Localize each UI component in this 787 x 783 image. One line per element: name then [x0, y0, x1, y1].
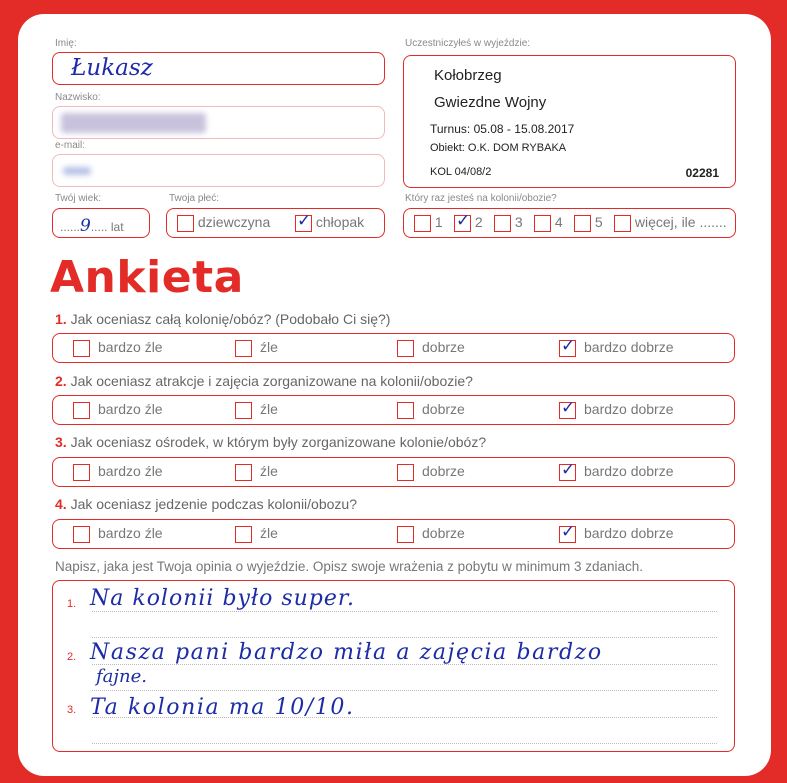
q4-very-good-checkbox[interactable]	[559, 521, 576, 543]
opinion-line-4: Ta kolonia ma 10/10.	[90, 695, 355, 720]
trip-turnus: Turnus: 05.08 - 15.08.2017	[430, 122, 575, 136]
q3-option-good[interactable]: dobrze	[397, 463, 465, 481]
question-2-answers	[52, 395, 735, 425]
q1-good-checkbox[interactable]	[397, 340, 414, 357]
times-2-label: 2	[474, 214, 483, 230]
gender-boy-label: chłopak	[315, 214, 365, 230]
q4-option-very-good[interactable]: ✓ bardzo dobrze	[561, 521, 674, 542]
q2-option-very-bad[interactable]: bardzo źle	[73, 401, 163, 419]
q1-option-very-good[interactable]: ✓ bardzo dobrze	[561, 335, 674, 356]
times-3-label: 3	[514, 214, 523, 230]
gender-girl-checkbox[interactable]	[177, 215, 194, 232]
question-1-answers	[52, 333, 735, 363]
trip-info-box	[403, 55, 736, 188]
q4-bad-checkbox[interactable]	[235, 526, 252, 543]
q1-very-good-checkbox[interactable]	[559, 335, 576, 357]
times-option-more[interactable]	[614, 214, 727, 232]
times-label: Który raz jesteś na kolonii/obozie?	[405, 193, 557, 204]
email-field[interactable]	[52, 154, 385, 187]
q3-good-checkbox[interactable]	[397, 464, 414, 481]
age-field[interactable]	[52, 208, 150, 238]
opinion-number-1: 1.	[67, 598, 77, 610]
q3-bad-checkbox[interactable]	[235, 464, 252, 481]
question-2: 2. Jak oceniasz atrakcje i zajęcia zorganizowane na kolonii/obozie?	[55, 373, 473, 389]
q4-option-good[interactable]: dobrze	[397, 525, 465, 543]
q2-bad-checkbox[interactable]	[235, 402, 252, 419]
q1-option-very-bad[interactable]: bardzo źle	[73, 339, 163, 357]
q2-good-checkbox[interactable]	[397, 402, 414, 419]
check-mark-icon: ✓	[561, 397, 576, 418]
q1-option-bad[interactable]: źle	[235, 339, 278, 357]
q2-very-good-checkbox[interactable]	[559, 397, 576, 419]
q3-option-bad[interactable]: źle	[235, 463, 278, 481]
opinion-number-3: 3.	[67, 704, 77, 716]
opinion-line-2: Nasza pani bardzo miła a zajęcia bardzo	[90, 640, 603, 665]
times-5-checkbox[interactable]	[574, 215, 591, 232]
question-3-answers	[52, 457, 735, 487]
times-option-3[interactable]	[494, 214, 523, 232]
q1-bad-checkbox[interactable]	[235, 340, 252, 357]
times-5-label: 5	[594, 214, 603, 230]
times-4-label: 4	[554, 214, 563, 230]
age-label: Twój wiek:	[55, 193, 102, 204]
q2-option-very-good[interactable]: ✓ bardzo dobrze	[561, 397, 674, 418]
question-4-answers	[52, 519, 735, 549]
times-more-label: więcej, ile .......	[634, 214, 727, 230]
survey-title: Ankieta	[50, 252, 244, 303]
opinion-line-1: Na kolonii było super.	[90, 586, 355, 611]
age-suffix: ..... lat	[90, 220, 124, 234]
times-1-label: 1	[434, 214, 443, 230]
q4-good-checkbox[interactable]	[397, 526, 414, 543]
name-value: Łukasz	[71, 55, 153, 81]
age-prefix: ......	[60, 220, 81, 234]
times-4-checkbox[interactable]	[534, 215, 551, 232]
q2-option-good[interactable]: dobrze	[397, 401, 465, 419]
surname-field[interactable]	[52, 106, 385, 139]
opinion-number-2: 2.	[67, 651, 77, 663]
times-option-1[interactable]	[414, 214, 443, 232]
opinion-rule-6	[92, 743, 717, 744]
check-mark-icon: ✓	[561, 521, 576, 542]
name-label: Imię:	[55, 38, 77, 49]
trip-number: 02281	[685, 166, 719, 180]
email-redacted-blur	[63, 167, 91, 175]
q3-option-very-bad[interactable]: bardzo źle	[73, 463, 163, 481]
times-more-checkbox[interactable]	[614, 215, 631, 232]
q1-option-good[interactable]: dobrze	[397, 339, 465, 357]
trip-obiekt: Obiekt: O.K. DOM RYBAKA	[430, 142, 567, 154]
times-option-2[interactable]	[454, 210, 483, 232]
times-field	[403, 208, 736, 238]
trip-theme: Gwiezdne Wojny	[434, 94, 547, 111]
trip-city: Kołobrzeg	[434, 67, 502, 84]
opinion-rule-1	[92, 611, 717, 612]
check-mark-icon: ✓	[297, 210, 312, 231]
times-3-checkbox[interactable]	[494, 215, 511, 232]
q2-option-bad[interactable]: źle	[235, 401, 278, 419]
times-1-checkbox[interactable]	[414, 215, 431, 232]
q3-option-very-good[interactable]: ✓ bardzo dobrze	[561, 459, 674, 480]
gender-label: Twoja płeć:	[169, 193, 220, 204]
q4-very-bad-checkbox[interactable]	[73, 526, 90, 543]
q3-very-bad-checkbox[interactable]	[73, 464, 90, 481]
opinion-rule-4	[92, 690, 717, 691]
question-4: 4. Jak oceniasz jedzenie podczas kolonii/obozu?	[55, 496, 357, 512]
surname-redacted-blur	[61, 113, 206, 133]
q3-very-good-checkbox[interactable]	[559, 459, 576, 481]
opinion-prompt: Napisz, jaka jest Twoja opinia o wyjeździe. Opisz swoje wrażenia z pobytu w minimum 3 zdaniach.	[55, 559, 644, 574]
trip-code: KOL 04/08/2	[430, 166, 492, 178]
check-mark-icon: ✓	[561, 335, 576, 356]
times-option-5[interactable]	[574, 214, 603, 232]
q1-very-bad-checkbox[interactable]	[73, 340, 90, 357]
q2-very-bad-checkbox[interactable]	[73, 402, 90, 419]
question-1: 1. Jak oceniasz całą kolonię/obóz? (Podobało Ci się?)	[55, 311, 391, 327]
gender-option-boy[interactable]	[295, 210, 365, 232]
times-option-4[interactable]	[534, 214, 563, 232]
check-mark-icon: ✓	[561, 459, 576, 480]
email-label: e-mail:	[55, 140, 86, 151]
q4-option-bad[interactable]: źle	[235, 525, 278, 543]
age-value: 9	[80, 216, 91, 236]
times-2-checkbox[interactable]	[454, 210, 471, 232]
gender-field	[166, 208, 385, 238]
name-field[interactable]	[52, 52, 385, 85]
trip-label: Uczestniczyłeś w wyjeździe:	[405, 38, 531, 49]
opinion-line-3: fajne.	[96, 666, 147, 687]
surname-label: Nazwisko:	[55, 92, 101, 103]
gender-option-girl[interactable]	[177, 214, 270, 232]
q4-option-very-bad[interactable]: bardzo źle	[73, 525, 163, 543]
check-mark-icon: ✓	[456, 210, 471, 231]
gender-boy-checkbox[interactable]	[295, 210, 312, 232]
gender-girl-label: dziewczyna	[197, 214, 271, 230]
opinion-rule-2	[92, 637, 717, 638]
question-3: 3. Jak oceniasz ośrodek, w którym były zorganizowane kolonie/obóz?	[55, 434, 487, 450]
